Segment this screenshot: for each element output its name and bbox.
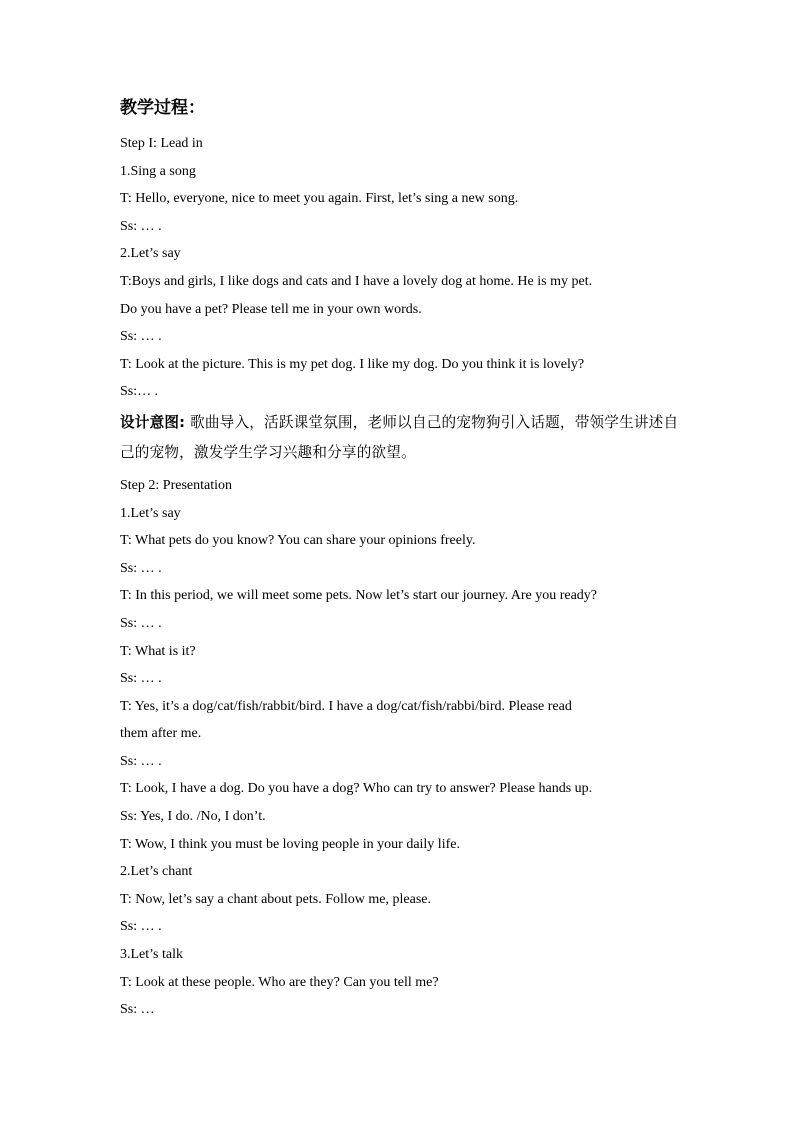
text-line: 2.Let’s chant	[120, 864, 193, 880]
text-line: Step 2: Presentation	[120, 477, 232, 493]
text-line: T: Look at these people. Who are they? Can you tell me?	[120, 974, 439, 990]
document-page	[120, 96, 680, 1024]
text-line: T: Wow, I think you must be loving people in your daily life.	[120, 836, 460, 852]
text-line: T: Look at the picture. This is my pet dog. I like my dog. Do you think it is lovely?	[120, 356, 585, 372]
section-title: 教学过程：	[120, 98, 205, 118]
text-line: Ss: … .	[120, 218, 162, 234]
text-line: Do you have a pet? Please tell me in your own words.	[120, 301, 422, 317]
text-line: T: In this period, we will meet some pets. Now let’s start our journey. Are you ready?	[120, 588, 598, 604]
text-line: Ss: …	[120, 1002, 155, 1018]
text-line: T: Hello, everyone, nice to meet you again. First, let’s sing a new song.	[120, 191, 519, 207]
text-line: 3.Let’s talk	[120, 947, 183, 963]
text-line: Ss: Yes, I do. /No, I don’t.	[120, 809, 266, 825]
design-intent-label: 设计意图:	[120, 413, 186, 431]
lead-in-section	[120, 130, 680, 406]
text-line: 1.Sing a song	[120, 163, 196, 179]
text-line: T: What pets do you know? You can share your opinions freely.	[120, 533, 476, 549]
design-intent-text: 歌曲导入，活跃课堂氛围，老师以自己的宠物狗引入话题，带领学生讲述自己的宠物，激发学生学习兴趣和分享的欲望。	[120, 413, 679, 461]
text-line: Ss:… .	[120, 384, 159, 400]
text-line: T: What is it?	[120, 643, 196, 659]
text-line: Ss: … .	[120, 753, 162, 769]
text-line: T:Boys and girls, I like dogs and cats and I have a lovely dog at home. He is my pet.	[120, 273, 593, 289]
design-intent-note	[120, 408, 680, 468]
text-line: them after me.	[120, 726, 202, 742]
text-line: T: Yes, it’s a dog/cat/fish/rabbit/bird. I have a dog/cat/fish/rabbi/bird. Please read	[120, 698, 572, 714]
text-line: Ss: … .	[120, 671, 162, 687]
text-line: 2.Let’s say	[120, 246, 181, 262]
text-line: T: Now, let’s say a chant about pets. Follow me, please.	[120, 891, 431, 907]
text-line: Ss: … .	[120, 919, 162, 935]
text-line: Ss: … .	[120, 560, 162, 576]
text-line: Ss: … .	[120, 615, 162, 631]
text-line: T: Look, I have a dog. Do you have a dog? Who can try to answer? Please hands up.	[120, 781, 593, 797]
text-line: 1.Let’s say	[120, 505, 181, 521]
text-line: Step I: Lead in	[120, 136, 203, 151]
presentation-section	[120, 472, 680, 1024]
text-line: Ss: … .	[120, 329, 162, 345]
